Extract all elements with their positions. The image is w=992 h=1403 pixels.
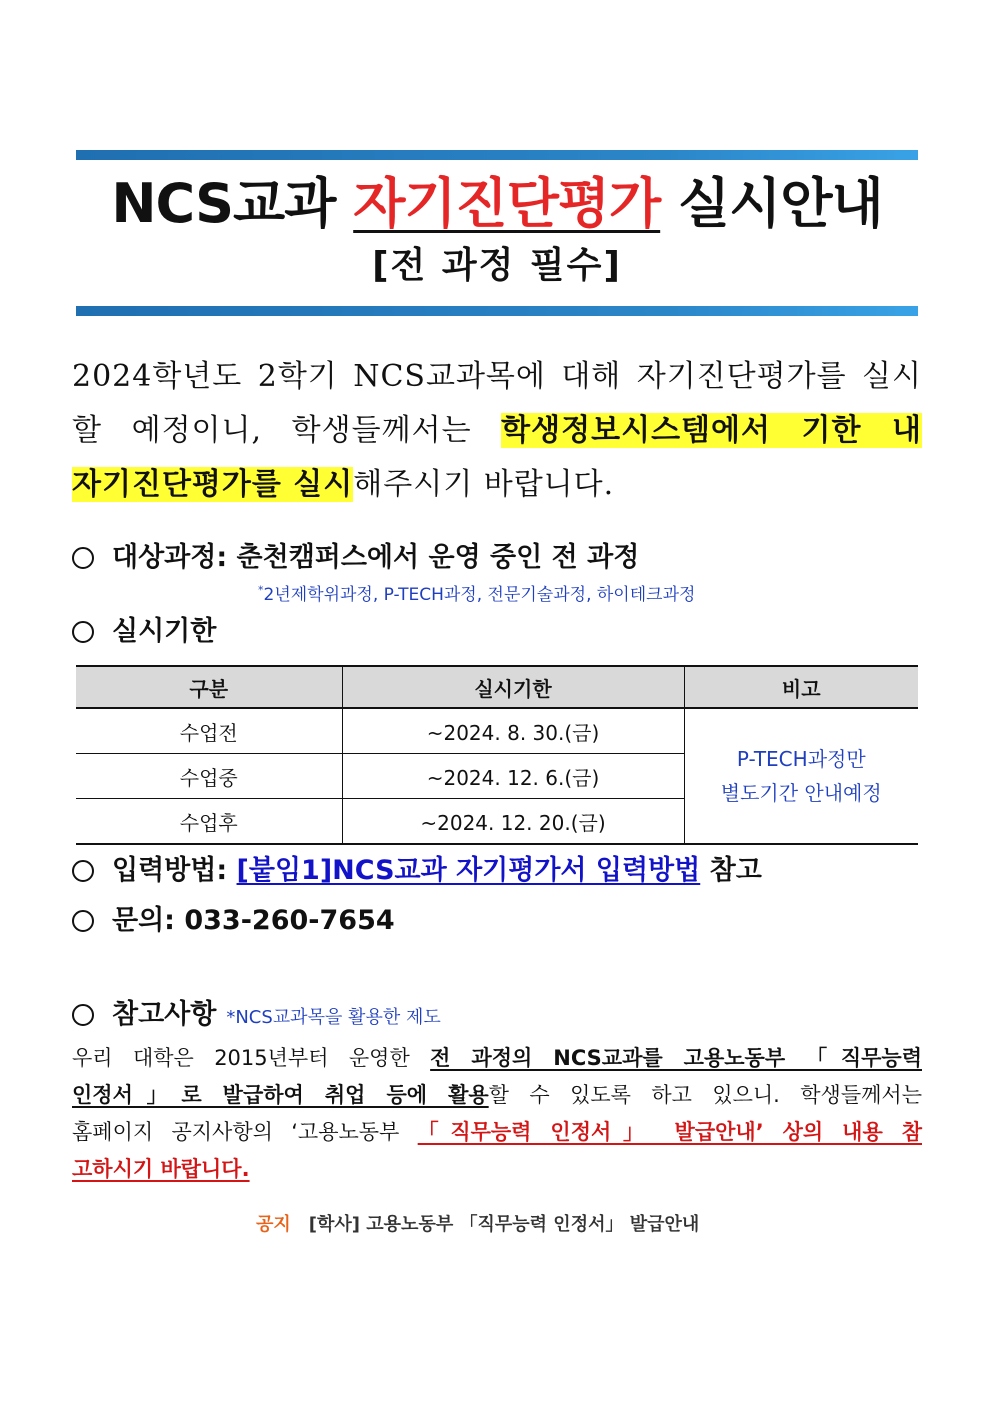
title-highlight: 자기진단평가	[353, 172, 661, 235]
period-item	[72, 614, 216, 650]
notice-tag: 공지	[256, 1214, 291, 1235]
period-label: 실시기한	[112, 616, 217, 647]
table-header-row	[76, 666, 918, 708]
reference-line-4: 고하시기 바랍니다.	[72, 1157, 250, 1181]
bottom-blue-rule	[76, 306, 918, 316]
bullet-circle-icon	[72, 860, 94, 882]
reference-item	[72, 997, 441, 1036]
reference-line-2: 인정서」로 발급하여 취업 등에 활용할 수 있도록 하고 있으니. 학생들께서는	[72, 1083, 922, 1107]
contact-item	[72, 903, 395, 939]
table-row	[76, 708, 918, 754]
input-method-item: 입력방법: [붙임1]NCS교과 자기평가서 입력방법 참고	[72, 853, 762, 889]
intro-highlight-2: 자기진단평가를 실시	[72, 467, 354, 502]
bullet-circle-icon	[72, 910, 94, 932]
row-remark: P-TECH과정만 별도기간 안내예정	[684, 708, 918, 844]
intro-highlight-1: 학생정보시스템에서 기한 내	[501, 413, 922, 448]
row-category: 수업중	[76, 754, 342, 799]
contact-label: 문의: 033-260-7654	[112, 905, 395, 936]
reference-paragraph	[72, 1040, 922, 1188]
title-suffix: 실시안내	[660, 172, 883, 235]
notice-title: [학사] 고용노동부 「직무능력 인정서」 발급안내	[308, 1214, 700, 1235]
page-subtitle: [전 과정 필수]	[372, 245, 622, 286]
page-title	[76, 172, 918, 236]
intro-line-2: 할 예정이니, 학생들께서는 학생정보시스템에서 기한 내	[72, 413, 922, 448]
header-category: 구분	[76, 666, 342, 708]
row-category: 수업전	[76, 708, 342, 754]
header-remark: 비고	[684, 666, 918, 708]
target-course-note: *2년제학위과정, P-TECH과정, 전문기술과정, 하이테크과정	[258, 583, 696, 605]
intro-line-1: 2024학년도 2학기 NCS교과목에 대해 자기진단평가를 실시	[72, 359, 922, 394]
title-prefix: NCS교과	[111, 172, 354, 235]
target-course-item	[72, 540, 639, 576]
reference-line-3: 홈페이지 공지사항의 ‘고용노동부 「직무능력 인정서」 발급안내’ 상의 내용 참	[72, 1120, 922, 1144]
top-blue-rule	[76, 150, 918, 160]
bullet-circle-icon	[72, 621, 94, 643]
row-deadline: ~2024. 12. 20.(금)	[342, 799, 684, 845]
row-deadline: ~2024. 8. 30.(금)	[342, 708, 684, 754]
schedule-table	[76, 665, 918, 845]
bullet-circle-icon	[72, 547, 94, 569]
bullet-circle-icon	[72, 1004, 94, 1026]
intro-paragraph	[72, 350, 922, 512]
input-method-label: 입력방법:	[112, 855, 237, 886]
row-category: 수업후	[76, 799, 342, 845]
input-guide-link[interactable]: [붙임1]NCS교과 자기평가서 입력방법	[236, 855, 701, 886]
header-deadline: 실시기한	[342, 666, 684, 708]
notice-banner[interactable]	[256, 1210, 699, 1236]
row-deadline: ~2024. 12. 6.(금)	[342, 754, 684, 799]
intro-line-3: 자기진단평가를 실시해주시기 바랍니다.	[72, 467, 615, 502]
reference-label: 참고사항	[112, 999, 217, 1030]
reference-line-1: 우리 대학은 2015년부터 운영한 전 과정의 NCS교과를 고용노동부 「직무능력	[72, 1046, 922, 1070]
target-course-label: 대상과정: 춘천캠퍼스에서 운영 중인 전 과정	[112, 542, 640, 573]
reference-note: *NCS교과목을 활용한 제도	[226, 1007, 441, 1028]
